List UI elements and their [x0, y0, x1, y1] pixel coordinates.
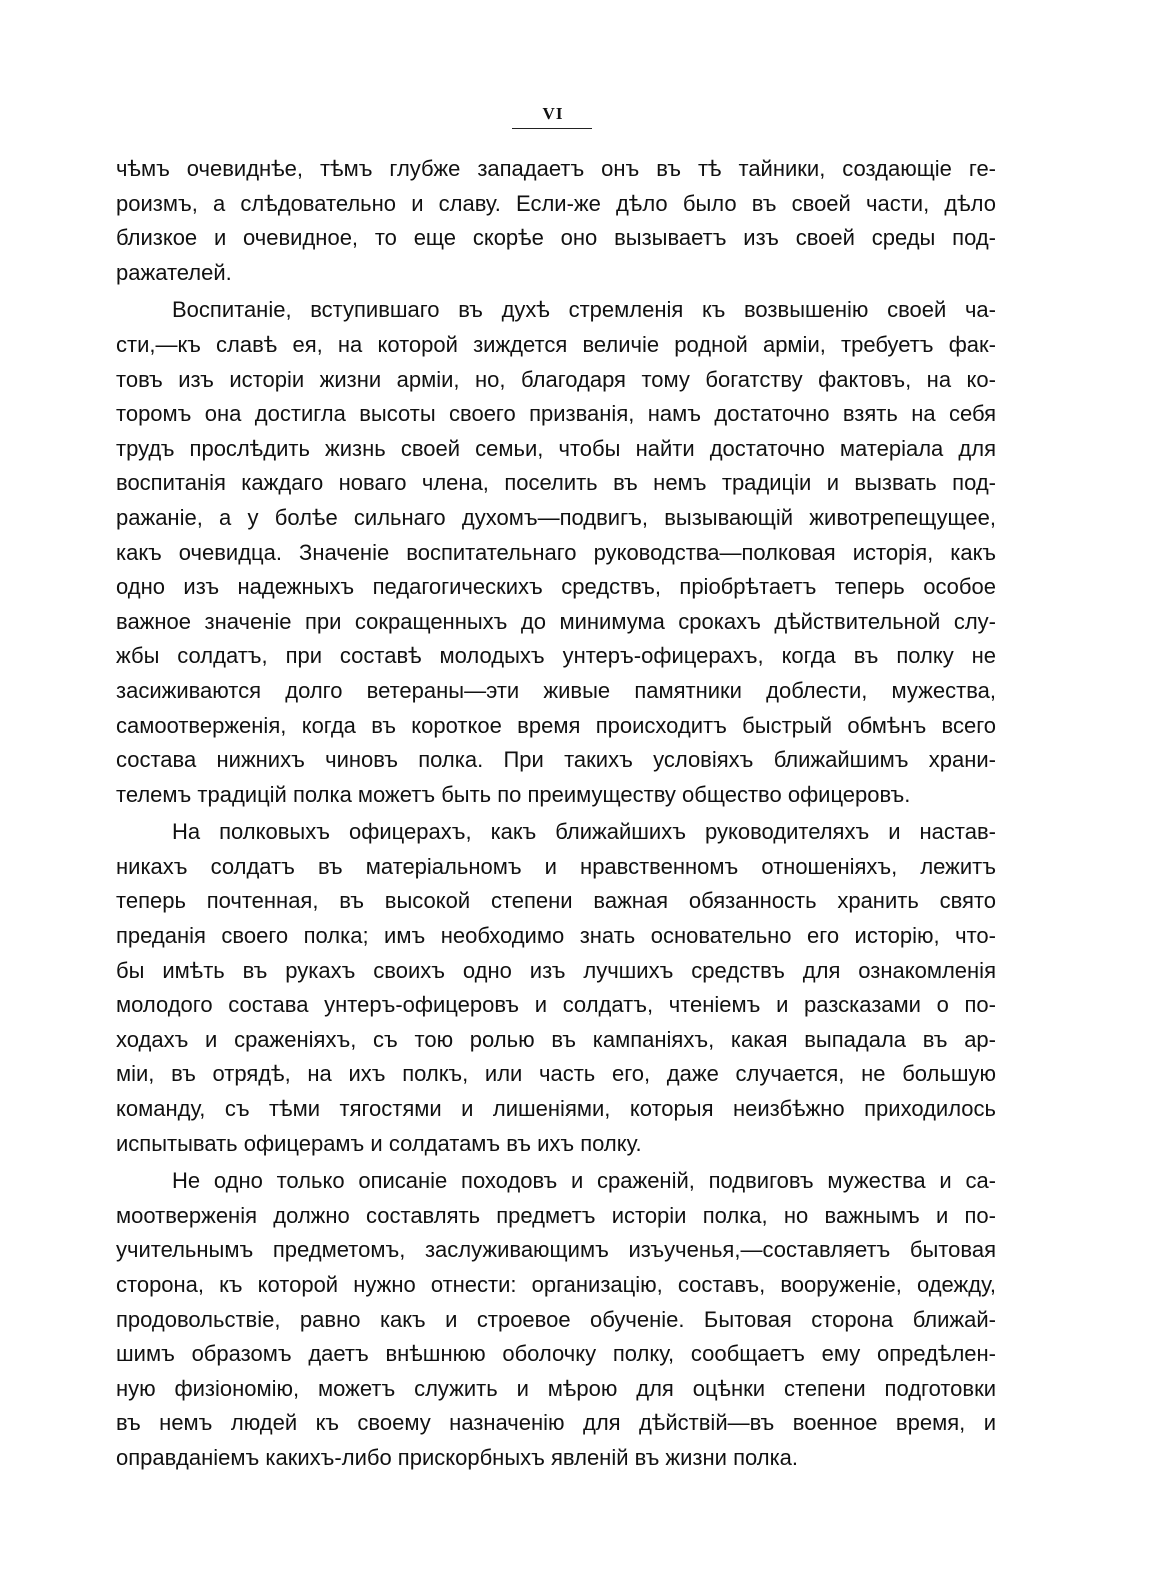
- text-line: роизмъ, а слѣдовательно и славу. Если-же дѣло было въ своей части, дѣло: [116, 190, 996, 216]
- text-line: телемъ традицій полка можетъ быть по преимуществу общество офицеровъ.: [116, 781, 911, 807]
- text-line: Не одно только описаніе походовъ и сраженій, подвиговъ мужества и са-: [172, 1168, 996, 1194]
- text-line: На полковыхъ офицерахъ, какъ ближайшихъ руководителяхъ и настав-: [172, 819, 996, 845]
- text-line: торомъ она достигла высоты своего призванія, намъ достаточно взять на себя: [116, 401, 996, 427]
- text-line: товъ изъ исторіи жизни арміи, но, благодаря тому богатству фактовъ, на ко-: [116, 366, 996, 392]
- text-line: молодого состава унтеръ-офицеровъ и солдатъ, чтеніемъ и разсказами о по-: [116, 992, 996, 1018]
- paragraph: [116, 152, 996, 290]
- text-line: учительнымъ предметомъ, заслуживающимъ изъученья,—составляетъ бытовая: [116, 1237, 996, 1263]
- paragraph: [116, 293, 996, 812]
- text-line: никахъ солдатъ въ матеріальномъ и нравственномъ отношеніяхъ, лежитъ: [116, 853, 996, 879]
- text-line: чѣмъ очевиднѣе, тѣмъ глубже западаетъ онъ въ тѣ тайники, создающіе ге-: [116, 156, 996, 181]
- paragraph: [116, 1164, 996, 1475]
- text-line: одно изъ надежныхъ педагогическихъ средствъ, пріобрѣтаетъ теперь особое: [116, 574, 996, 600]
- text-line: состава нижнихъ чиновъ полка. При такихъ условіяхъ ближайшимъ храни-: [116, 747, 996, 773]
- text-line: ходахъ и сраженіяхъ, съ тою ролью въ кампаніяхъ, какая выпадала въ ар-: [116, 1026, 996, 1052]
- text-line: какъ очевидца. Значеніе воспитательнаго руководства—полковая исторія, какъ: [116, 539, 996, 565]
- text-line: ражателей.: [116, 259, 232, 285]
- text-line: преданія своего полка; имъ необходимо знать основательно его исторію, что-: [116, 923, 996, 949]
- text-line: важное значеніе при сокращенныхъ до минимума срокахъ дѣйствительной слу-: [116, 608, 996, 634]
- text-line: сторона, къ которой нужно отнести: организацію, составъ, вооруженіе, одежду,: [116, 1272, 996, 1297]
- text-line: моотверженія должно составлять предметъ исторіи полка, но важнымъ и по-: [116, 1202, 996, 1228]
- text-line: воспитанія каждаго новаго члена, поселить въ немъ традиціи и вызвать под-: [116, 470, 996, 496]
- text-line: испытывать офицерамъ и солдатамъ въ ихъ полку.: [116, 1130, 642, 1156]
- text-line: міи, въ отрядѣ, на ихъ полкъ, или часть его, даже случается, не большую: [116, 1061, 996, 1087]
- text-line: трудъ прослѣдить жизнь своей семьи, чтобы найти достаточно матеріала для: [116, 435, 996, 461]
- text-line: ную физіономію, можетъ служить и мѣрою для оцѣнки степени подготовки: [116, 1375, 996, 1401]
- text-line: бы имѣть въ рукахъ своихъ одно изъ лучшихъ средствъ для ознакомленія: [116, 957, 996, 983]
- page-number-rule: [512, 128, 592, 129]
- text-line: самоотверженія, когда въ короткое время происходитъ быстрый обмѣнъ всего: [116, 712, 996, 738]
- text-line: команду, съ тѣми тягостями и лишеніями, которыя неизбѣжно приходилось: [116, 1096, 996, 1122]
- text-line: жбы солдатъ, при составѣ молодыхъ унтеръ-офицерахъ, когда въ полку не: [116, 643, 996, 669]
- text-line: ражаніе, а у болѣе сильнаго духомъ—подвигъ, вызывающій животрепещущее,: [116, 504, 996, 530]
- text-line: засиживаются долго ветераны—эти живые памятники доблести, мужества,: [116, 677, 996, 703]
- text-line: оправданіемъ какихъ-либо прискорбныхъ явленій въ жизни полка.: [116, 1444, 799, 1470]
- text-line: Воспитаніе, вступившаго въ духѣ стремленія къ возвышенію своей ча-: [172, 297, 996, 323]
- page-number: VI: [542, 104, 564, 123]
- text-line: продовольствіе, равно какъ и строевое обученіе. Бытовая сторона ближай-: [116, 1306, 996, 1332]
- body-text: [116, 152, 996, 1479]
- text-line: сти,—къ славѣ ея, на которой зиждется величіе родной арміи, требуетъ фак-: [116, 331, 996, 357]
- text-line: близкое и очевидное, то еще скорѣе оно вызываетъ изъ своей среды под-: [116, 225, 996, 251]
- text-line: теперь почтенная, въ высокой степени важная обязанность хранить свято: [116, 888, 996, 914]
- text-line: въ немъ людей къ своему назначенію для дѣйствій—въ военное время, и: [116, 1410, 996, 1436]
- paragraph: [116, 815, 996, 1161]
- text-line: шимъ образомъ даетъ внѣшнюю оболочку полку, сообщаетъ ему опредѣлен-: [116, 1341, 996, 1367]
